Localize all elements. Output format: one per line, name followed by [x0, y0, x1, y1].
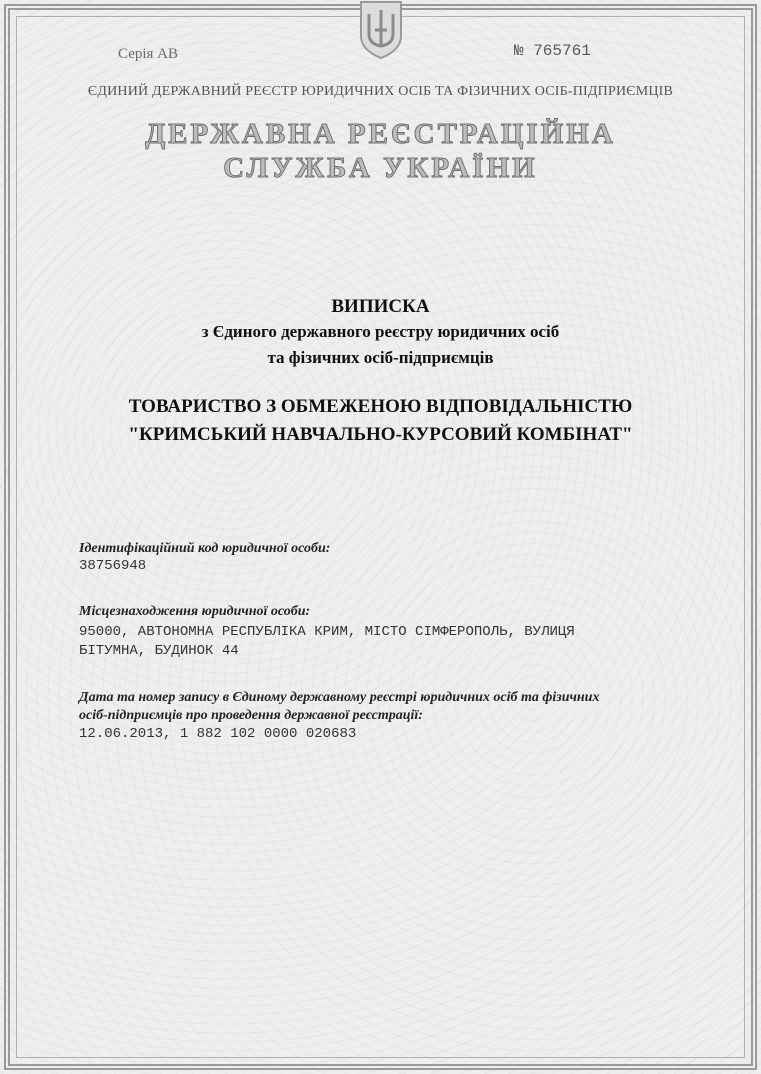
- location-value-line2: БІТУМНА, БУДИНОК 44: [79, 643, 239, 659]
- extract-subtitle-line1: з Єдиного державного реєстру юридичних осіб: [201, 322, 560, 341]
- series-label: Серія АВ: [118, 46, 178, 62]
- id-code-value: 38756948: [79, 558, 147, 574]
- trident-emblem-icon: [355, 0, 407, 60]
- certificate-number: № 765761: [514, 42, 591, 60]
- company-name-line1: ТОВАРИСТВО З ОБМЕЖЕНОЮ ВІДПОВІДАЛЬНІСТЮ: [128, 396, 633, 417]
- extract-subtitle-line2: та фізичних осіб-підприємців: [267, 348, 494, 367]
- id-code-label: Ідентифікаційний код юридичної особи:: [79, 541, 331, 556]
- location-value-line1: 95000, АВТОНОМНА РЕСПУБЛІКА КРИМ, МІСТО СІМФЕРОПОЛЬ, ВУЛИЦЯ: [79, 624, 575, 640]
- extract-title: ВИПИСКА: [331, 296, 430, 317]
- service-title-line2: СЛУЖБА УКРАЇНИ: [223, 152, 538, 184]
- registry-heading: ЄДИНИЙ ДЕРЖАВНИЙ РЕЄСТР ЮРИДИЧНИХ ОСІБ ТА ФІЗИЧНИХ ОСІБ-ПІДПРИЄМЦІВ: [87, 84, 674, 99]
- record-label-line2: осіб-підприємців про проведення державної реєстрації:: [79, 708, 423, 723]
- service-title-line1: ДЕРЖАВНА РЕЄСТРАЦІЙНА: [145, 118, 616, 150]
- record-label-line1: Дата та номер запису в Єдиному державному реєстрі юридичних осіб та фізичних: [79, 690, 600, 705]
- location-label: Місцезнаходження юридичної особи:: [79, 604, 311, 619]
- record-value: 12.06.2013, 1 882 102 0000 020683: [79, 726, 357, 742]
- company-name-line2: "КРИМСЬКИЙ НАВЧАЛЬНО-КУРСОВИЙ КОМБІНАТ": [128, 424, 633, 445]
